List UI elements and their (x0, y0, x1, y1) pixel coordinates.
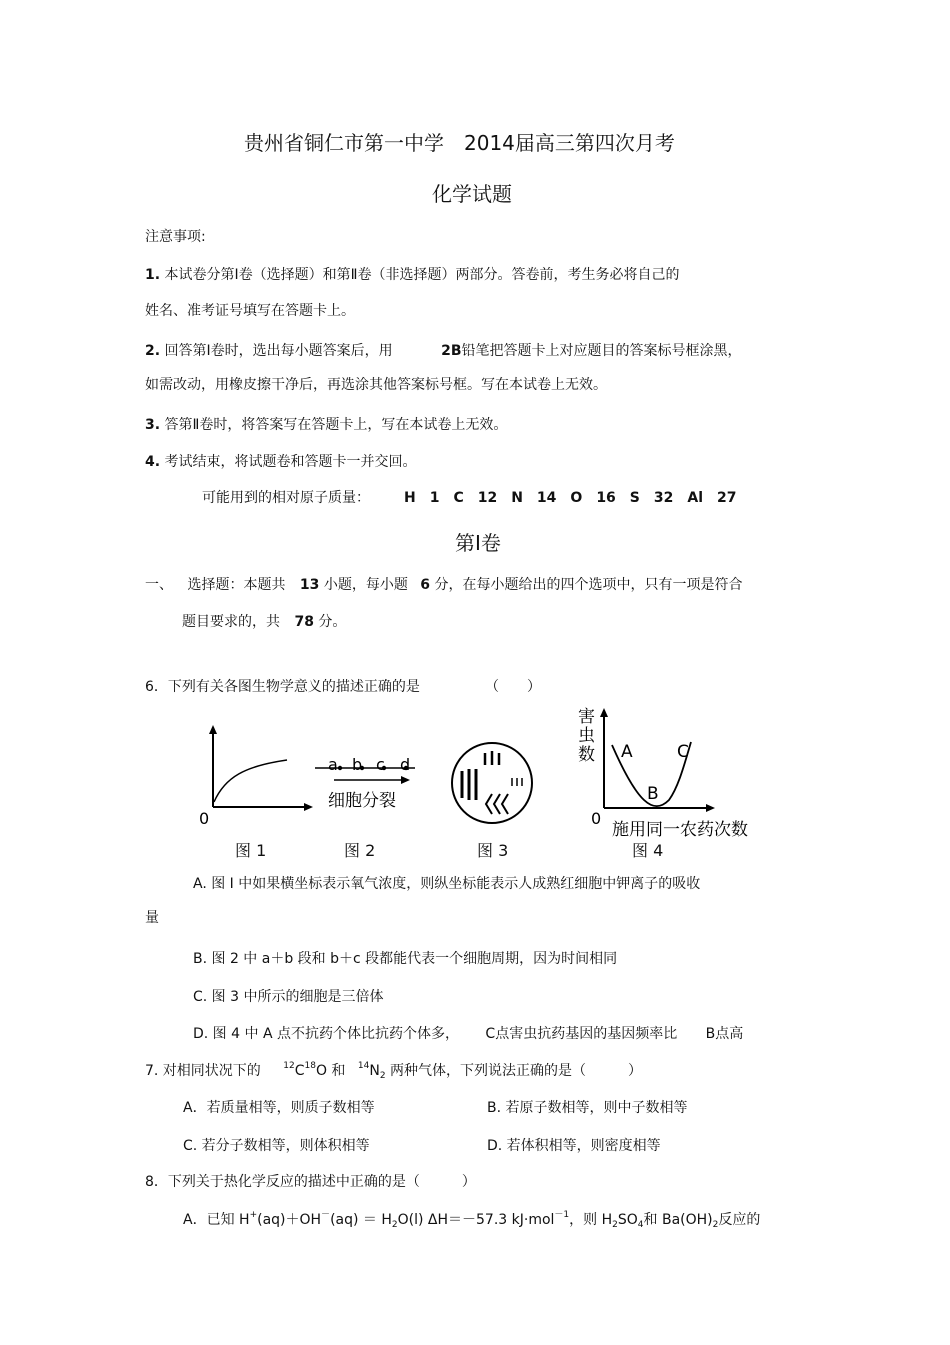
fig2-caption: 图 2 (344, 841, 376, 860)
fig4-point-b: B (647, 784, 659, 804)
q8-a-sup-plus: + (249, 1210, 258, 1220)
notice-item-2-num: 2. (145, 343, 161, 359)
notice-item-2-text-a: 回答第Ⅰ卷时，选出每小题答案后，用 (164, 343, 393, 359)
fig1-curve (214, 760, 287, 802)
q8-a-sub-h2so4: 2 (612, 1220, 618, 1230)
fig4-xlabel: 施用同一农药次数 (612, 820, 748, 840)
section-intro-text-d: 题目要求的，共 (182, 614, 280, 630)
notice-item-4-text: 考试结束，将试题卷和答题卡一并交回。 (164, 454, 417, 470)
fig4-caption: 图 4 (632, 841, 664, 860)
notice-item-3 (145, 416, 507, 434)
q6-option-d-text-b: C点害虫抗药基因的基因频率比 (485, 1026, 678, 1042)
exam-subtitle: 化学试题 (432, 182, 512, 206)
atomic-mass-label: 可能用到的相对原子质量： (202, 490, 370, 506)
notice-item-2 (145, 342, 742, 360)
fig1-y-arrow (209, 725, 217, 734)
q7-sup-12: 12 (283, 1061, 295, 1071)
fig3-chromosomes-right (512, 778, 522, 786)
q6-option-d-text-c: B点高 (705, 1026, 744, 1042)
q7-carbon: C (294, 1063, 305, 1079)
section-intro-text-c: 分，在每小题给出的四个选项中，只有一项是符合 (434, 577, 743, 593)
section-intro-num: 一、 (145, 577, 173, 593)
q7-nitrogen: N (369, 1063, 380, 1079)
section-intro-line2 (182, 613, 346, 631)
q7-stem-pre: 7. 对相同状况下的 (145, 1063, 261, 1079)
notice-item-1 (145, 266, 680, 284)
fig2-label-a: a (328, 755, 338, 774)
fig1-caption: 图 1 (235, 841, 267, 860)
figure-1 (195, 722, 320, 832)
fig3-chromosomes-bottom (486, 794, 508, 814)
q7-sub-2: 2 (379, 1071, 386, 1081)
q8-a-sup-mol: －1 (554, 1210, 570, 1220)
fig2-label-d: d (400, 755, 411, 774)
q7-option-a: A．若质量相等，则质子数相等 (183, 1100, 375, 1116)
q8-a-sub-so4: 4 (637, 1220, 644, 1230)
q7-sup-14: 14 (357, 1061, 370, 1071)
section-intro-line1 (145, 576, 743, 594)
fig4-ylabel-3: 数 (578, 745, 595, 765)
q8-a-mid6: 和 Ba(OH) (643, 1212, 713, 1228)
figure-2 (312, 748, 422, 818)
fig2-label-division: 细胞分裂 (328, 791, 396, 811)
atomic-mass-values: H 1 C 12 N 14 O 16 S 32 Al 27 (404, 490, 737, 506)
figure-3 (448, 738, 538, 830)
q8-a-mid5: SO (617, 1212, 638, 1228)
q7-stem-post: 两种气体，下列说法正确的是（ ） (390, 1063, 643, 1079)
q7-stem (145, 1062, 642, 1082)
q6-option-c: C. 图 3 中所示的细胞是三倍体 (193, 989, 384, 1005)
fig4-ylabel-1: 害 (578, 707, 595, 727)
notice-item-1-num: 1. (145, 267, 161, 283)
q8-a-sub-h2: 2 (391, 1220, 398, 1230)
q8-a-mid3: O(l) ΔH＝－57.3 kJ·mol (397, 1212, 555, 1228)
notice-item-2-text-b: 铅笔把答题卡上对应题目的答案标号框涂黑， (461, 343, 742, 359)
q8-a-pre: A．已知 H (183, 1212, 250, 1228)
section-intro-text-a: 选择题：本题共 (187, 577, 286, 593)
notice-item-1-text: 本试卷分第Ⅰ卷（选择题）和第Ⅱ卷（非选择题）两部分。答卷前，考生务必将自己的 (164, 267, 680, 283)
fig2-arrow-head (401, 776, 410, 784)
fig3-chromosomes-left (462, 769, 476, 800)
q6-option-d (193, 1025, 743, 1043)
q6-option-a: A. 图 Ⅰ 中如果横坐标表示氧气浓度，则纵坐标能表示人成熟红细胞中钾离子的吸收 (193, 876, 701, 892)
notice-item-2-pencil: 2B (441, 343, 462, 359)
section-title: 第Ⅰ卷 (455, 531, 501, 555)
fig4-ylabel-2: 虫 (578, 726, 595, 746)
fig4-point-a: A (621, 742, 633, 762)
q7-oxygen: O 和 (315, 1063, 346, 1079)
q7-option-c: C. 若分子数相等，则体积相等 (183, 1138, 370, 1154)
notice-item-2-cont: 如需改动，用橡皮擦干净后，再选涂其他答案标号框。写在本试卷上无效。 (145, 377, 607, 393)
fig3-chromosomes-top (485, 751, 499, 765)
q8-stem: 8．下列关于热化学反应的描述中正确的是（ ） (145, 1174, 476, 1190)
exam-title: 贵州省铜仁市第一中学 2014届高三第四次月考 (244, 131, 675, 155)
notice-heading: 注意事项: (145, 229, 206, 245)
points-each: 6 (420, 577, 431, 593)
notice-item-4-num: 4. (145, 454, 161, 470)
fig4-y-arrow (600, 708, 608, 717)
notice-item-4 (145, 453, 417, 471)
notice-item-1-cont: 姓名、准考证号填写在答题卡上。 (145, 303, 355, 319)
fig4-origin: 0 (591, 809, 602, 828)
fig1-origin: 0 (199, 809, 210, 828)
q7-sup-18: 18 (304, 1061, 316, 1071)
fig2-label-c: c (376, 755, 385, 774)
q8-a-mid1: (aq)＋OH (257, 1212, 322, 1228)
q6-option-d-text-a: D. 图 4 中 A 点不抗药个体比抗药个体多， (193, 1026, 459, 1042)
q8-option-a (183, 1211, 760, 1231)
fig2-label-b: b (352, 755, 363, 774)
figure-4 (575, 702, 765, 842)
q6-stem: 6．下列有关各图生物学意义的描述正确的是 (145, 679, 420, 695)
notice-item-3-num: 3. (145, 417, 161, 433)
q7-option-d: D. 若体积相等，则密度相等 (487, 1138, 661, 1154)
section-intro-text-e: 分。 (318, 614, 347, 630)
q8-a-mid4: ，则 H (569, 1212, 613, 1228)
q6-option-a-cont: 量 (145, 910, 159, 926)
notice-item-3-text: 答第Ⅱ卷时，将答案写在答题卡上，写在本试卷上无效。 (164, 417, 508, 433)
section-intro-text-b: 小题，每小题 (323, 577, 408, 593)
q8-a-sub-oh2: 2 (712, 1220, 719, 1230)
q6-option-b: B. 图 2 中 a＋b 段和 b＋c 段都能代表一个细胞周期，因为时间相同 (193, 951, 618, 967)
q8-a-sup-minus: － (321, 1210, 331, 1220)
fig4-x-arrow (706, 804, 715, 812)
points-total: 78 (294, 614, 314, 630)
q8-a-mid2: (aq) ＝ H (330, 1212, 392, 1228)
question-count: 13 (299, 577, 320, 593)
q8-a-end: 反应的 (718, 1212, 761, 1228)
q7-option-b: B. 若原子数相等，则中子数相等 (487, 1100, 688, 1116)
fig2-point-a (338, 766, 342, 770)
q6-answer-paren: （ ） (485, 679, 541, 695)
fig4-point-c: C (677, 742, 689, 762)
fig3-caption: 图 3 (477, 841, 509, 860)
